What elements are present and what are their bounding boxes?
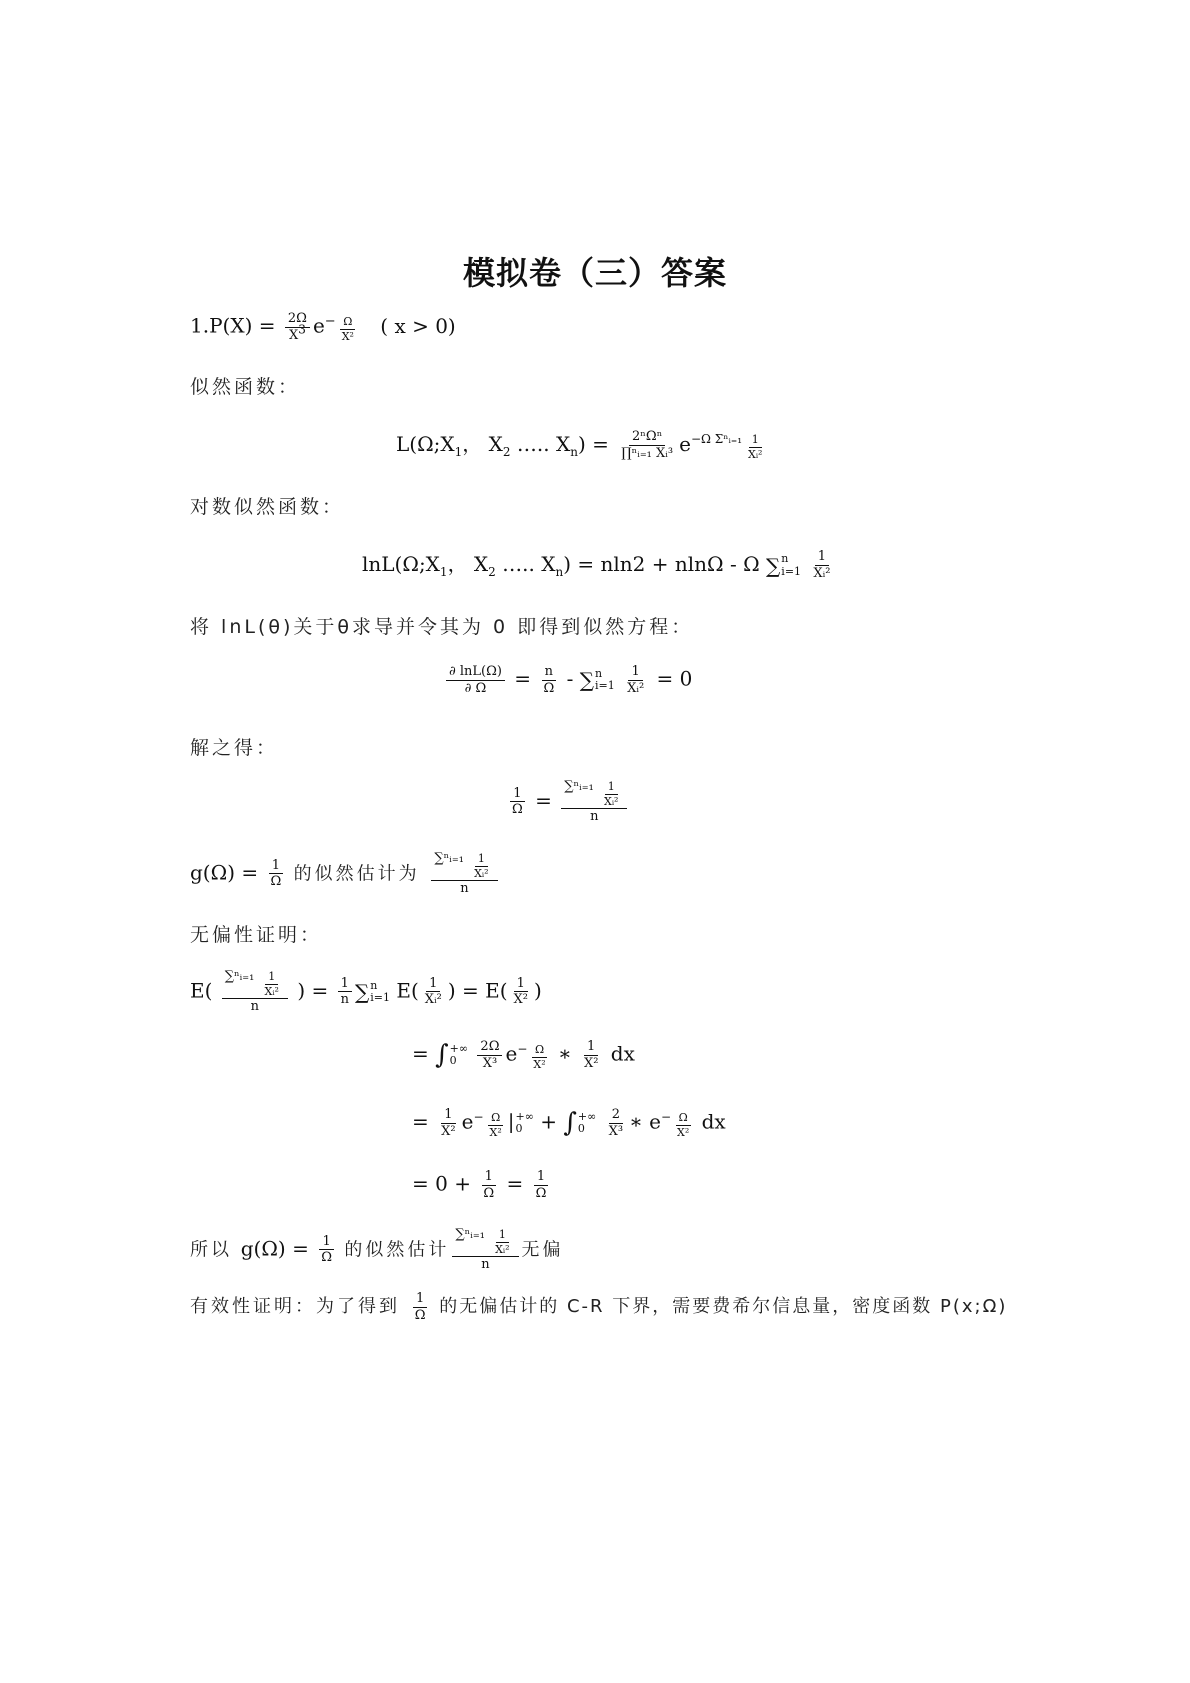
expectation-equation: E( ∑ⁿᵢ₌₁ $\frac{1}{\text{Xᵢ²}}$ n ) = $\frac{1}{n}$ ∑ n i=1 E( $\frac{1}{\text{Xᵢ²}}$ ) = E( $\frac{1}{\text{X²}}$ ) <box>190 969 542 1015</box>
likelihood-equation-derivative: $\frac{\partial \ln L(\Omega)}{\partial \Omega}$ = $\frac{n}{\Omega}$ - ∑ n i=1 $\frac{1}{\text{Xᵢ²}}$ = 0 <box>443 665 692 695</box>
log-likelihood-label: 对数似然函数： <box>190 496 345 518</box>
estimator-statement: g(Ω) = $\frac{1}{\Omega}$ 的似然估计为 ∑ⁿᵢ₌₁ $\frac{1}{\text{Xᵢ²}}$ n <box>190 852 501 896</box>
unbiasedness-label: 无偏性证明： <box>190 924 323 946</box>
density-fraction <box>285 312 310 342</box>
partial-fraction: $\frac{\partial \ln L(\Omega)}{\partial \Omega}$ <box>446 665 505 695</box>
density-numerator: 2Ω <box>285 312 310 328</box>
domain-condition: ( x > 0) <box>380 313 456 338</box>
density-denominator: $X^3$ <box>288 322 306 343</box>
integral-step-1: = ∫ +∞ 0 $\frac{2\Omega}{\text{X³}}$ $e^{- \frac{\Omega}{\text{X²}}}$ ∗ $\frac{1}{\text{X²}}$ dx <box>412 1039 635 1071</box>
likelihood-equation: $L(\Omega;X_1$， $X_2$ ….. $X_n$) = $\frac{\text{2ⁿΩⁿ}}{\text{∏ⁿᵢ₌₁ Xᵢ³}}$ $e^{-\Omega \Sigma^nᵢ_{=1} \frac{1}{\text{Xᵢ²}}}$ <box>396 429 763 461</box>
page-title: 模拟卷（三）答案 <box>462 254 727 292</box>
unbiased-conclusion: 所以 g(Ω) = $\frac{1}{\Omega}$ 的似然估计 ∑ⁿᵢ₌₁ $\frac{1}{\text{Xᵢ²}}$ n 无偏 <box>190 1227 564 1273</box>
integral-step-2: = $\frac{1}{\text{X²}}$ $e^{- \frac{\Omega}{\text{X²}}}$ | +∞ 0 + ∫ +∞ 0 $\frac{2}{\text{X³}}$ ∗ $e^{- \frac{\Omega}{\text{X²}}}$ dx <box>412 1107 726 1139</box>
likelihood-fraction: $\frac{\text{2ⁿΩⁿ}}{\text{∏ⁿᵢ₌₁ Xᵢ³}}$ <box>621 429 674 461</box>
solution-equation: $\frac{1}{\Omega}$ = ∑ⁿᵢ₌₁ $\frac{1}{\text{Xᵢ²}}$ n <box>506 780 630 824</box>
efficiency-statement: 有效性证明：为了得到 $\frac{1}{\Omega}$ 的无偏估计的 C-R 下界，需要费希尔信息量，密度函数 P(x;Ω) <box>190 1292 1008 1320</box>
exp-base: e <box>312 313 325 338</box>
integral-step-3: = 0 + $\frac{1}{\Omega}$ = $\frac{1}{\Omega}$ <box>412 1169 547 1201</box>
density-lhs: P(X) = <box>209 313 282 338</box>
solve-label: 解之得： <box>190 737 279 759</box>
likelihood-label: 似然函数： <box>190 376 301 398</box>
density-formula: 1.P(X) = $\frac{2\Omega}{X^3}$ $e^{- \frac{\Omega}{\text{X²}}}$ ( x > 0) <box>190 311 456 343</box>
item-number: 1. <box>190 313 210 338</box>
log-likelihood-equation: $\ln L(\Omega;X_1$， $X_2$ ….. $X_n) = nln2 + nln\Omega - \Omega$ ∑ n i=1 $\frac{1}{\text{Xᵢ²}}$ <box>362 549 831 581</box>
derivative-label: 将 lnL(θ)关于θ求导并令其为 0 即得到似然方程： <box>190 616 694 638</box>
